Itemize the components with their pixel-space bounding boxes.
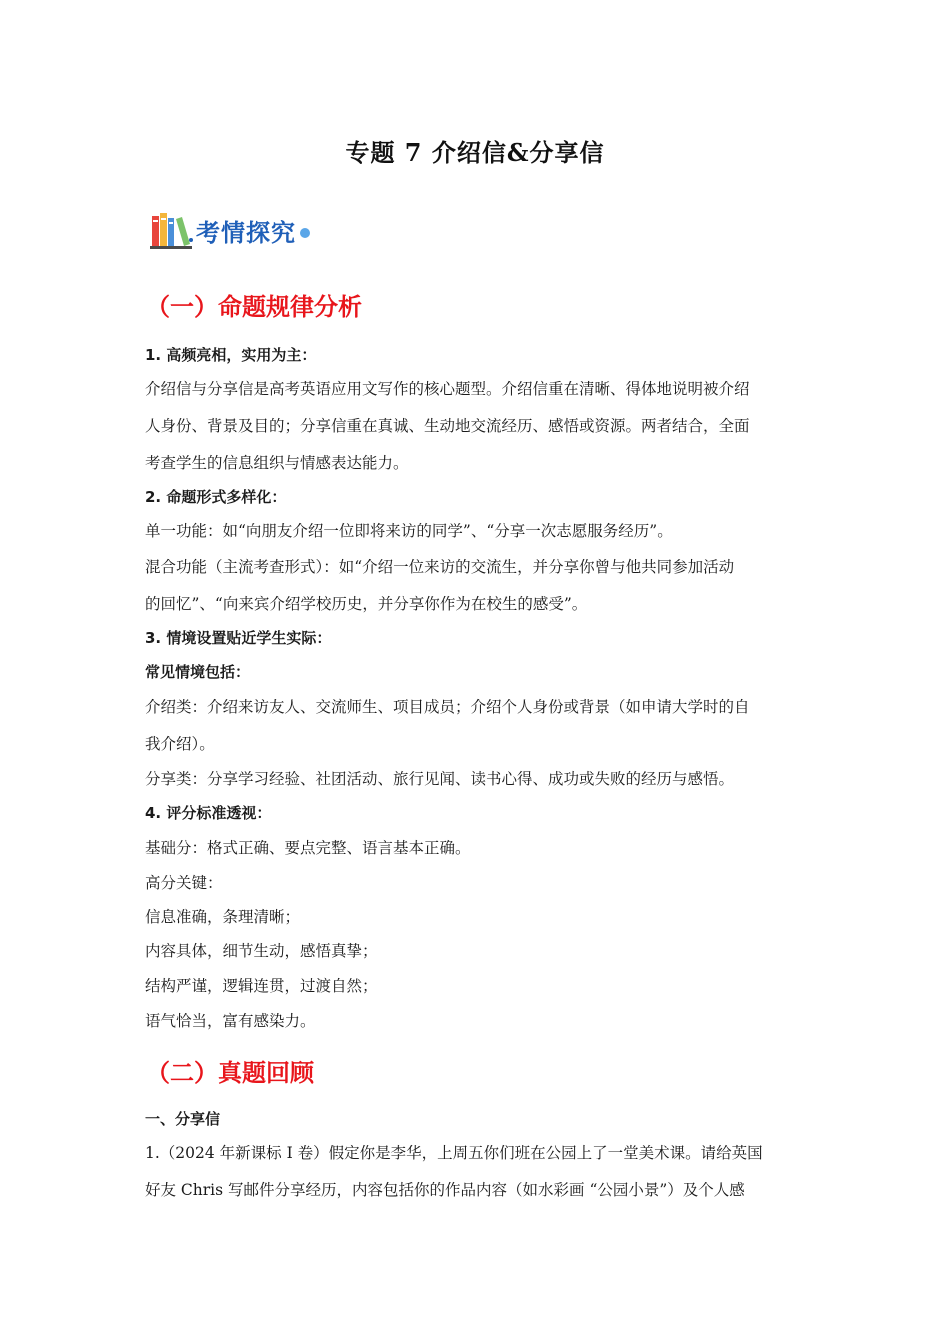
- section1-paragraph-line: 我介绍）。: [145, 735, 215, 753]
- section2-question-line: 好友 Chris 写邮件分享经历，内容包括你的作品内容（如水彩画 “公园小景”）及个人感: [145, 1181, 745, 1199]
- exam-analysis-banner: [150, 208, 310, 252]
- banner-dot: [300, 228, 310, 238]
- section1-paragraph-line: 结构严谨，逻辑连贯，过渡自然；: [145, 977, 378, 995]
- section1-point-3-heading: 3. 情境设置贴近学生实际：: [145, 629, 332, 647]
- section1-paragraph-line: 的回忆”、“向来宾介绍学校历史，并分享你作为在校生的感受”。: [145, 595, 588, 613]
- section1-paragraph-line: 语气恰当，富有感染力。: [145, 1012, 316, 1030]
- section1-paragraph-line: 内容具体，细节生动，感悟真挚；: [145, 942, 378, 960]
- section1-paragraph-line: 介绍类：介绍来访友人、交流师生、项目成员；介绍个人身份或背景（如申请大学时的自: [145, 698, 750, 716]
- section1-paragraph-line: 人身份、背景及目的；分享信重在真诚、生动地交流经历、感悟或资源。两者结合，全面: [145, 417, 750, 435]
- section1-subheading: 常见情境包括：: [145, 663, 251, 681]
- section2-question-line: 1.（2024 年新课标 I 卷）假定你是李华，上周五你们班在公园上了一堂美术课。请给英国: [145, 1144, 763, 1162]
- section1-point-1-heading: 1. 高频亮相，实用为主：: [145, 346, 317, 364]
- section1-paragraph-line: 单一功能：如“向朋友介绍一位即将来访的同学”、“分享一次志愿服务经历”。: [145, 522, 673, 540]
- section1-paragraph-line: 考查学生的信息组织与情感表达能力。: [145, 454, 409, 472]
- section1-paragraph-line: 基础分：格式正确、要点完整、语言基本正确。: [145, 839, 471, 857]
- section1-paragraph-line: 分享类：分享学习经验、社团活动、旅行见闻、读书心得、成功或失败的经历与感悟。: [145, 770, 735, 788]
- section1-point-4-heading: 4. 评分标准透视：: [145, 804, 272, 822]
- section1-paragraph-line: 介绍信与分享信是高考英语应用文写作的核心题型。介绍信重在清晰、得体地说明被介绍: [145, 380, 750, 398]
- document-title: 专题 7 介绍信&分享信: [345, 138, 605, 167]
- section2-heading: （二）真题回顾: [146, 1059, 314, 1087]
- section1-point-2-heading: 2. 命题形式多样化：: [145, 488, 287, 506]
- books-icon: [150, 210, 194, 250]
- section2-subheading: 一、分享信: [145, 1110, 221, 1128]
- section1-paragraph-line: 混合功能（主流考查形式）：如“介绍一位来访的交流生，并分享你曾与他共同参加活动: [145, 558, 735, 576]
- section1-heading: （一）命题规律分析: [146, 293, 362, 321]
- banner-label: 考情探究: [196, 218, 296, 247]
- section1-paragraph-line: 高分关键：: [145, 874, 223, 892]
- section1-paragraph-line: 信息准确，条理清晰；: [145, 908, 301, 926]
